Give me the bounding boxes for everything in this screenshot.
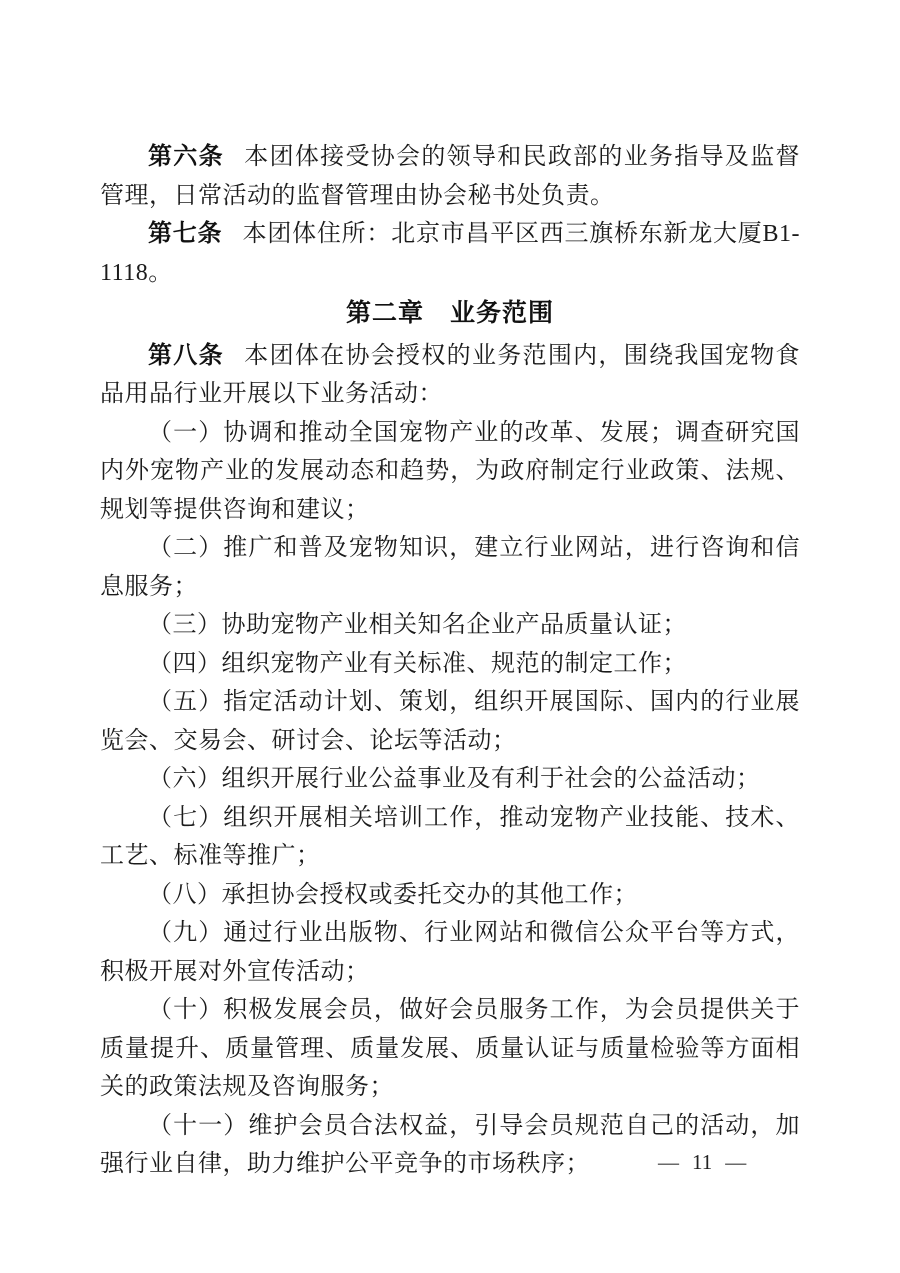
article-7-label: 第七条 — [148, 221, 223, 247]
list-item-5: （五）指定活动计划、策划，组织开展国际、国内的行业展览会、交易会、研讨会、论坛等活动； — [100, 689, 800, 754]
article-8-paragraph — [100, 337, 800, 414]
list-item-11: （十一）维护会员合法权益，引导会员规范自己的活动，加强行业自律，助力维护公平竞争的市场秩序； — [100, 1112, 800, 1177]
page-number-value: 11 — [692, 1150, 713, 1174]
list-item-8: （八）承担协会授权或委托交办的其他工作； — [148, 881, 638, 908]
article-8-label: 第八条 — [148, 342, 224, 369]
page-number-dash-right: — — [725, 1150, 747, 1174]
list-item-2: （二）推广和普及宠物知识，建立行业网站，进行咨询和信息服务； — [100, 535, 800, 600]
list-item-4: （四）组织宠物产业有关标准、规范的制定工作； — [148, 650, 687, 677]
list-item-6: （六）组织开展行业公益事业及有利于社会的公益活动； — [148, 766, 761, 792]
article-6-label: 第六条 — [148, 144, 224, 170]
list-item-1: （一）协调和推动全国宠物产业的改革、发展；调查研究国内外宠物产业的发展动态和趋势，为政府制定行业政策、法规、规划等提供咨询和建议； — [100, 419, 800, 523]
article-7-paragraph — [100, 215, 800, 292]
article-8-text: 本团体在协会授权的业务范围内，围绕我国宠物食品用品行业开展以下业务活动： — [100, 342, 801, 407]
article-6-text: 本团体接受协会的领导和民政部的业务指导及监督管理，日常活动的监督管理由协会秘书处负责。 — [100, 144, 801, 209]
article-7-text: 本团体住所：北京市昌平区西三旗桥东新龙大厦B1-1118。 — [100, 221, 801, 286]
chapter-heading: 第二章 业务范围 — [345, 300, 554, 327]
list-item-10: （十）积极发展会员，做好会员服务工作，为会员提供关于质量提升、质量管理、质量发展、质量认证与质量检验等方面相关的政策法规及咨询服务； — [100, 997, 800, 1100]
list-item-7: （七）组织开展相关培训工作，推动宠物产业技能、技术、工艺、标准等推广； — [100, 804, 800, 869]
page-number — [658, 1150, 746, 1174]
page-number-dash-left: — — [658, 1150, 679, 1174]
article-6-paragraph — [100, 138, 800, 215]
list-item-3: （三）协助宠物产业相关知名企业产品质量认证； — [148, 612, 687, 638]
list-item-9: （九）通过行业出版物、行业网站和微信公众平台等方式，积极开展对外宣传活动； — [100, 920, 800, 985]
